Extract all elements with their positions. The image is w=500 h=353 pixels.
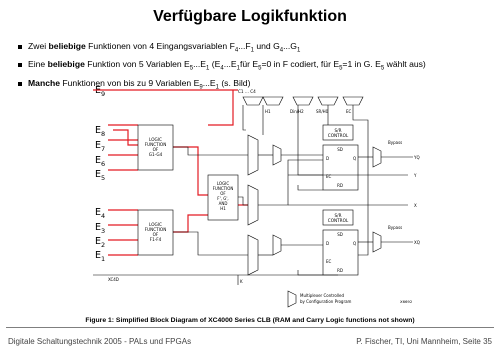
mux-note-line2: by Configuration Program	[300, 299, 352, 304]
mux-legend-symbol	[288, 291, 296, 307]
footer-course: Digitale Schaltungstechnik 2005 - PALs und FPGAs	[8, 337, 192, 346]
bullet-subscript: 4	[234, 47, 239, 54]
mux-5	[273, 235, 281, 255]
bypass-top: Bypass	[388, 140, 403, 145]
top-label-din: Din/H2	[290, 109, 304, 114]
svg-text:LOGIC: LOGIC	[216, 181, 230, 186]
svg-text:RD: RD	[337, 183, 343, 188]
bullet-text: ...E	[223, 59, 237, 70]
label-e8: $E_8$	[95, 125, 106, 138]
svg-text:S/R: S/R	[334, 213, 342, 218]
output-yq: YQ	[414, 155, 420, 160]
bullet-text: ...G	[283, 41, 297, 51]
label-e3: $E_3$	[95, 222, 106, 235]
bullet-item	[18, 58, 498, 76]
bullet-text: Funktion von 5 Variablen E	[84, 59, 190, 70]
svg-text:F1-F4: F1-F4	[149, 237, 162, 242]
top-label-h1: H1	[265, 109, 271, 114]
bullet-text: Funktionen von 4 Eingangsvariablen F	[85, 41, 235, 51]
svg-text:LOGIC: LOGIC	[149, 137, 162, 142]
label-e1: $E_1$	[95, 250, 106, 263]
svg-text:EC: EC	[326, 259, 332, 264]
output-mux-bottom	[373, 232, 381, 252]
bullet-text: wählt aus)	[384, 59, 426, 70]
label-e6: $E_6$	[95, 155, 106, 168]
svg-text:D: D	[326, 241, 330, 246]
highlight-paths	[93, 90, 248, 255]
bullet-text: Funktionen von bis zu 9 Variablen E	[60, 77, 200, 88]
svg-text:Q: Q	[353, 156, 357, 161]
bullet-item	[18, 40, 498, 58]
bullet-text: =1 in G. E	[342, 59, 381, 70]
bullet-text: für E	[239, 59, 259, 70]
bullet-subscript: 1	[215, 84, 219, 91]
mux-4	[273, 145, 281, 165]
output-y: Y	[414, 173, 417, 178]
bullet-subscript: 1	[296, 47, 301, 54]
bullet-text: Zwei	[28, 41, 49, 51]
svg-text:H1: H1	[220, 206, 226, 211]
bullet-text: Eine	[28, 59, 48, 70]
svg-text:SD: SD	[337, 147, 343, 152]
part-number: XC4D	[108, 277, 119, 282]
svg-text:AND: AND	[218, 201, 228, 206]
bullet-text: ...E	[193, 59, 207, 70]
footer-divider	[6, 327, 494, 328]
bullet-emphasis: Manche	[28, 77, 60, 88]
wires	[93, 105, 413, 285]
bullet-subscript: 1	[250, 47, 254, 54]
clb-block-diagram	[88, 85, 428, 309]
slide-title: Verfügbare Logikfunktion	[153, 8, 347, 25]
mux-2	[248, 185, 258, 225]
label-e7: $E_7$	[95, 140, 106, 153]
bullet-text: und G	[253, 41, 280, 51]
mux-3	[248, 235, 258, 275]
figure-caption: Figure 1: Simplified Block Diagram of XC4000 Series CLB (RAM and Carry Logic functions not shown)	[85, 317, 415, 324]
clock-k-label: K	[240, 279, 243, 284]
top-label-c: C1 ... C4	[238, 89, 256, 94]
label-e9: $E_9$	[95, 85, 106, 98]
bullet-subscript: 4	[220, 66, 224, 73]
top-label-ec: EC	[346, 109, 352, 114]
svg-text:S/R: S/R	[334, 128, 342, 133]
svg-text:RD: RD	[337, 268, 343, 273]
output-mux-top	[373, 147, 381, 167]
svg-text:F', G',: F', G',	[217, 196, 229, 201]
label-e2: $E_2$	[95, 236, 106, 249]
svg-text:FUNCTION: FUNCTION	[212, 186, 234, 191]
bullet-emphasis: beliebige	[48, 41, 86, 51]
svg-text:OF: OF	[220, 191, 226, 196]
bullet-subscript: 9	[199, 84, 203, 91]
mux-1	[248, 135, 258, 175]
bullet-emphasis: beliebige	[47, 59, 85, 70]
top-label-sr: SR/H0	[316, 109, 329, 114]
bullet-text: (s. Bild)	[218, 77, 251, 88]
svg-text:EC: EC	[326, 174, 332, 179]
svg-text:OF: OF	[152, 147, 159, 152]
label-e5: $E_5$	[95, 169, 106, 182]
svg-text:Q: Q	[353, 241, 357, 246]
bullet-text: ...E	[202, 77, 216, 88]
bullet-subscript: 5	[189, 66, 194, 73]
svg-text:FUNCTION: FUNCTION	[144, 142, 167, 147]
svg-text:SD: SD	[337, 232, 343, 237]
bullet-text: =0 in F codiert, für E	[261, 59, 340, 70]
bullet-text: (E	[209, 59, 221, 70]
svg-text:G1-G4: G1-G4	[148, 152, 163, 157]
mux-note-line1: Multiplexer Controlled	[300, 293, 345, 298]
svg-text:CONTROL: CONTROL	[327, 218, 349, 223]
bullet-subscript: 1	[236, 66, 240, 73]
svg-text:OF: OF	[152, 232, 159, 237]
output-x: X	[414, 203, 417, 208]
output-xq: XQ	[414, 240, 420, 245]
label-e4: $E_4$	[95, 207, 106, 220]
footer-page: P. Fischer, TI, Uni Mannheim, Seite 35	[356, 337, 492, 346]
bullet-subscript: 4	[279, 47, 284, 54]
svg-text:FUNCTION: FUNCTION	[144, 227, 167, 232]
top-input-gates	[243, 97, 363, 105]
svg-text:D: D	[326, 156, 330, 161]
svg-text:CONTROL: CONTROL	[327, 133, 349, 138]
bypass-bottom: Bypass	[388, 225, 403, 230]
bullet-subscript: 1	[206, 66, 210, 73]
svg-text:LOGIC: LOGIC	[149, 222, 162, 227]
bullet-subscript: 5	[339, 66, 343, 73]
bullet-subscript: 5	[380, 66, 385, 73]
bullet-text: ...F	[238, 41, 251, 51]
bullet-subscript: 5	[258, 66, 262, 73]
figure-code: X6692	[400, 299, 413, 304]
